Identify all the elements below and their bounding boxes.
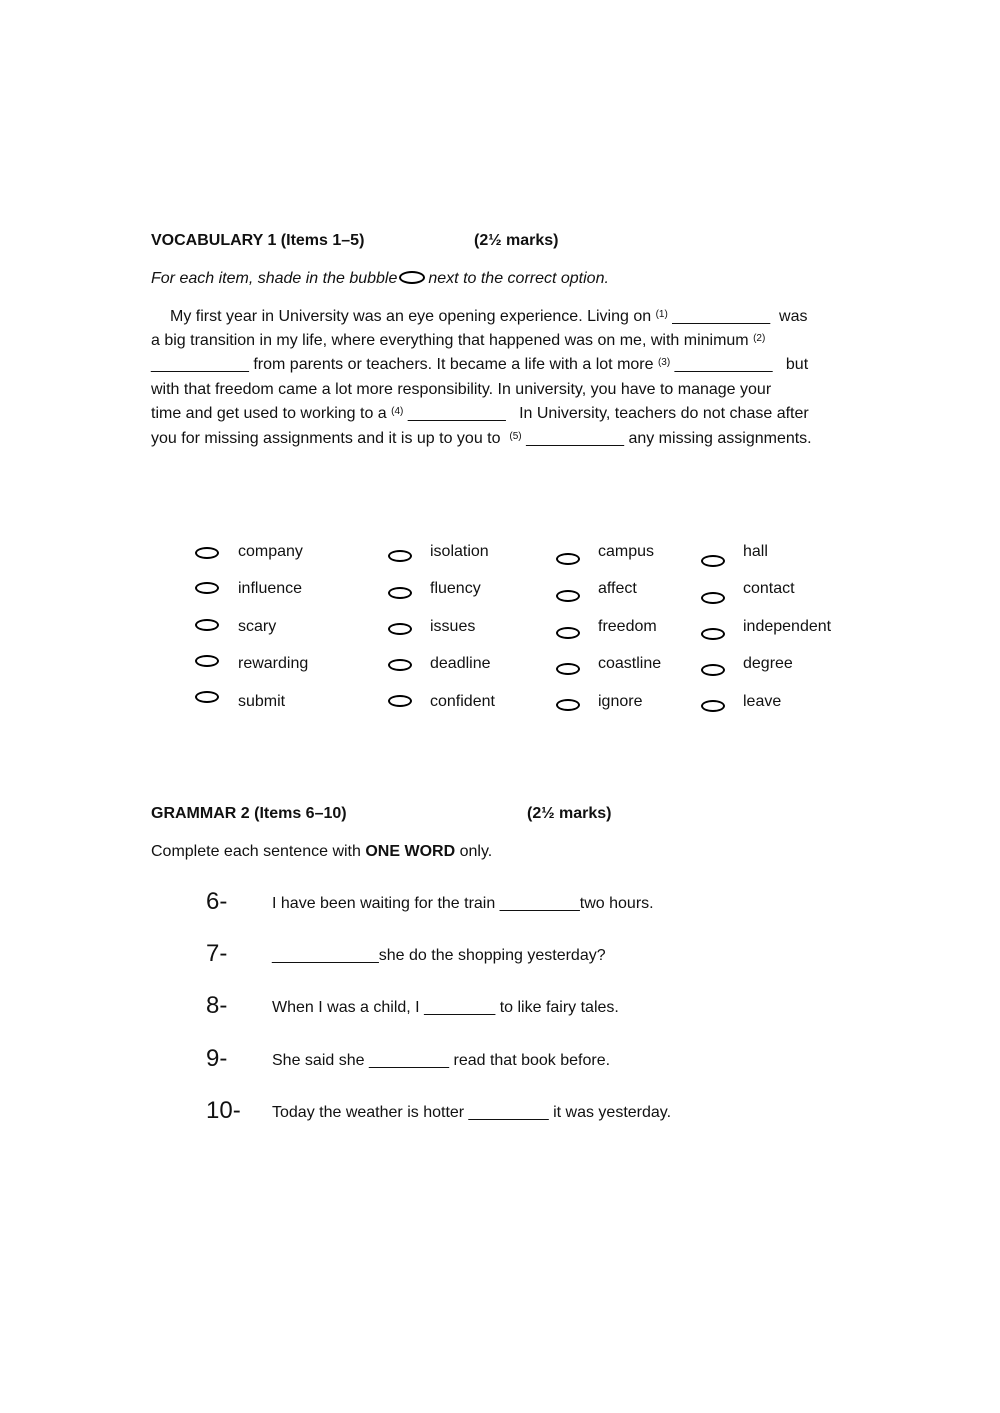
- passage-line-3: [151, 353, 808, 379]
- option-bubble[interactable]: [701, 664, 725, 676]
- option-label: degree: [743, 655, 793, 672]
- option-label: deadline: [430, 655, 491, 672]
- item-sentence[interactable]: ____________she do the shopping yesterday?: [272, 947, 606, 964]
- option-bubble[interactable]: [701, 700, 725, 712]
- passage-text: any missing assignments.: [628, 430, 812, 447]
- option-label: issues: [430, 618, 476, 635]
- item-sentence[interactable]: She said she _________ read that book before.: [272, 1052, 611, 1069]
- bubble-icon: [399, 271, 425, 284]
- option-label: ignore: [598, 693, 643, 710]
- option-label: submit: [238, 693, 286, 710]
- option-bubble[interactable]: [556, 663, 580, 675]
- vocab-title: VOCABULARY 1 (Items 1–5): [151, 232, 365, 249]
- option-bubble[interactable]: [195, 691, 219, 703]
- item-number: 6-: [206, 888, 228, 915]
- option-label: campus: [598, 543, 655, 560]
- grammar-marks: (2½ marks): [527, 805, 612, 822]
- option-bubble[interactable]: [701, 555, 725, 567]
- option-label: scary: [238, 618, 277, 635]
- option-label: affect: [598, 580, 637, 597]
- item-sentence[interactable]: When I was a child, I ________ to like fairy tales.: [272, 999, 619, 1016]
- instruction-text-pre: Complete each sentence with: [151, 843, 361, 860]
- option-label: leave: [743, 693, 782, 710]
- item-number: 9-: [206, 1045, 228, 1072]
- instruction-text-pre: For each item, shade in the bubble: [151, 270, 398, 287]
- option-label: independent: [743, 618, 832, 635]
- item-number: 8-: [206, 992, 228, 1019]
- vocab-instruction: [151, 270, 609, 288]
- passage-line-2: [151, 329, 765, 355]
- blank-2[interactable]: ___________: [151, 356, 249, 373]
- option-label: company: [238, 543, 303, 560]
- option-label: rewarding: [238, 655, 309, 672]
- instruction-emphasis: ONE WORD: [365, 843, 456, 860]
- option-bubble[interactable]: [556, 553, 580, 565]
- blank-1[interactable]: ___________: [672, 308, 771, 325]
- option-bubble[interactable]: [556, 627, 580, 639]
- grammar-instruction: [151, 843, 492, 861]
- blank-5[interactable]: ___________: [526, 430, 624, 447]
- option-bubble[interactable]: [701, 592, 725, 604]
- passage-text: My first year in University was an eye opening experience. Living on: [170, 308, 652, 325]
- option-label: contact: [743, 580, 795, 597]
- passage-line-5: [151, 402, 809, 428]
- option-bubble[interactable]: [388, 623, 412, 635]
- option-label: confident: [430, 693, 495, 710]
- option-bubble[interactable]: [195, 655, 219, 667]
- passage-text: you for missing assignments and it is up to you to: [151, 430, 501, 447]
- option-label: coastline: [598, 655, 662, 672]
- item-number-5: (5): [509, 431, 522, 442]
- option-bubble[interactable]: [195, 619, 219, 631]
- passage-text: was: [779, 308, 808, 325]
- option-label: fluency: [430, 580, 481, 597]
- instruction-text-post: only.: [459, 843, 493, 860]
- option-label: influence: [238, 580, 303, 597]
- item-sentence[interactable]: Today the weather is hotter _________ it was yesterday.: [272, 1104, 672, 1121]
- blank-3[interactable]: ___________: [674, 356, 773, 373]
- option-label: freedom: [598, 618, 657, 635]
- instruction-text-post: next to the correct option.: [428, 270, 609, 287]
- passage-text: from parents or teachers. It became a life with a lot more: [253, 356, 654, 373]
- item-number: 10-: [206, 1097, 241, 1124]
- vocab-marks: (2½ marks): [474, 232, 559, 249]
- option-bubble[interactable]: [388, 659, 412, 671]
- option-label: isolation: [430, 543, 489, 560]
- passage-text: In University, teachers do not chase after: [519, 405, 809, 422]
- option-bubble[interactable]: [556, 699, 580, 711]
- passage-text: time and get used to working to a: [151, 405, 387, 422]
- option-bubble[interactable]: [556, 590, 580, 602]
- option-bubble[interactable]: [195, 547, 219, 559]
- item-number-2: (2): [753, 333, 766, 344]
- passage-text: a big transition in my life, where everything that happened was on me, with minimum: [151, 332, 749, 349]
- passage-line-6: [151, 427, 812, 453]
- option-bubble[interactable]: [388, 695, 412, 707]
- item-number: 7-: [206, 940, 228, 967]
- item-number-3: (3): [657, 357, 671, 368]
- passage-text: but: [785, 356, 809, 373]
- blank-4[interactable]: ___________: [407, 405, 506, 422]
- item-number-1: (1): [655, 309, 668, 320]
- option-label: hall: [743, 543, 768, 560]
- passage-text: with that freedom came a lot more responsibility. In university, you have to manage your: [151, 381, 772, 398]
- option-bubble[interactable]: [701, 628, 725, 640]
- passage-line-4: [151, 378, 771, 402]
- item-sentence[interactable]: I have been waiting for the train _________two hours.: [272, 895, 654, 912]
- grammar-title: GRAMMAR 2 (Items 6–10): [151, 805, 347, 822]
- passage-line-1: [170, 305, 808, 331]
- option-bubble[interactable]: [388, 550, 412, 562]
- option-bubble[interactable]: [388, 587, 412, 599]
- option-bubble[interactable]: [195, 582, 219, 594]
- item-number-4: (4): [391, 406, 404, 417]
